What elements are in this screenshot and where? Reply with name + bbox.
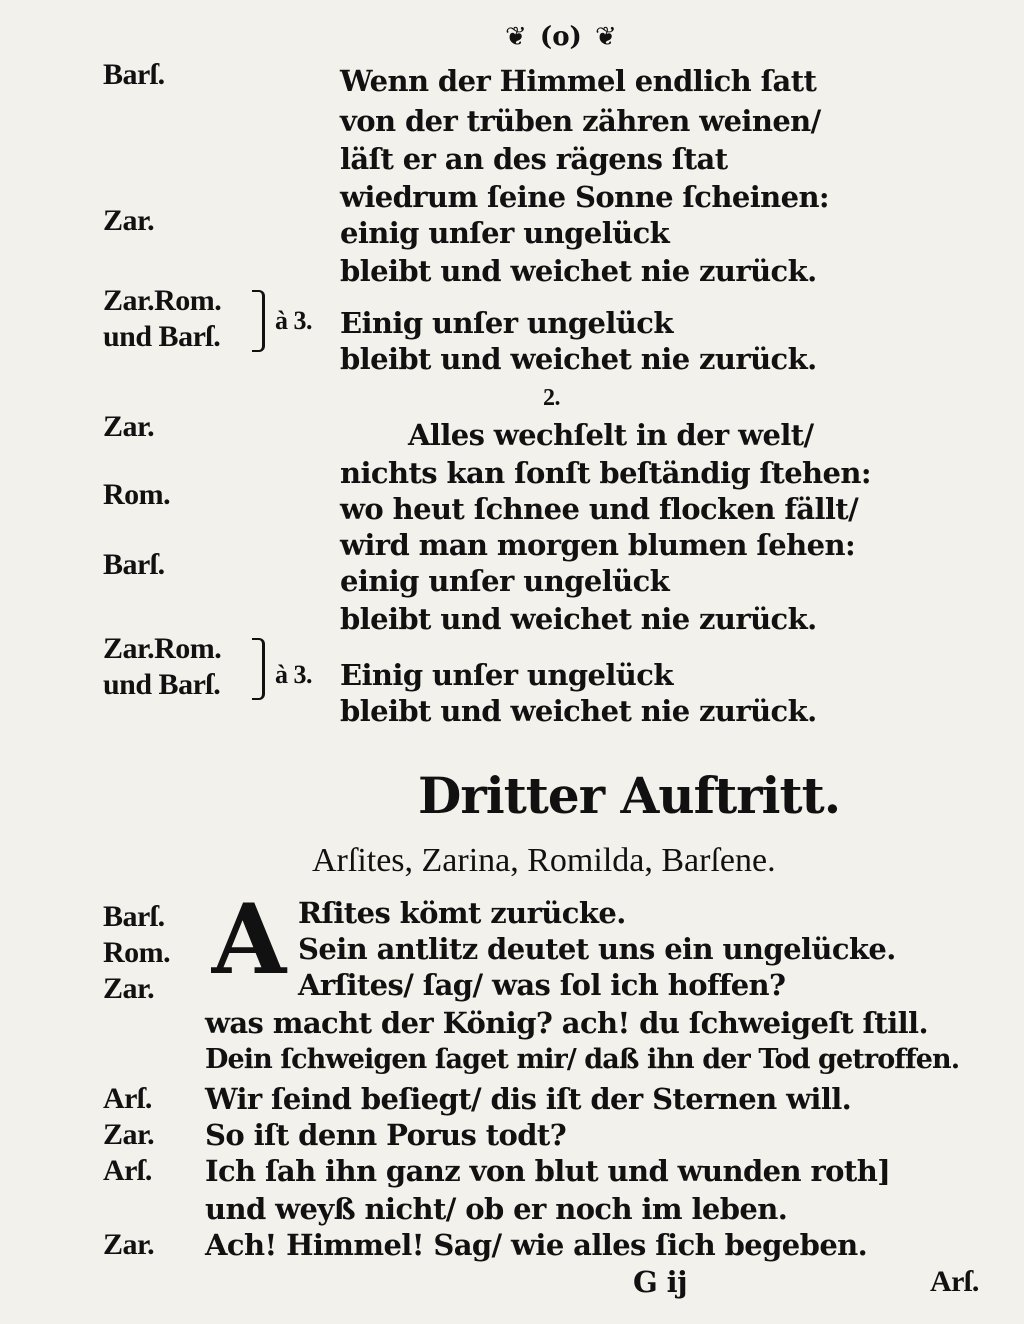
dialogue-line: So iſt denn Porus todt? [205, 1118, 567, 1152]
scene-title: Dritter Auftritt. [418, 766, 841, 825]
page-mark: (o) [539, 22, 582, 52]
verse-line: Wenn der Himmel endlich ſatt [340, 64, 817, 98]
speaker-label: Zar. [103, 1228, 155, 1261]
dialogue-line: Sein antlitz deutet uns ein ungelücke. [298, 932, 896, 966]
verse-line: Einig unſer ungelück [340, 306, 673, 340]
verse-line: einig unſer ungelück [340, 216, 670, 250]
speaker-label: Rom. [103, 478, 171, 511]
speaker-label: Zar.Rom. [103, 632, 222, 665]
trio-marker: à 3. [275, 306, 312, 335]
speaker-label: Zar. [103, 410, 155, 443]
verse-line: einig unſer ungelück [340, 564, 670, 598]
verse-number: 2. [543, 385, 560, 411]
speaker-label: Barſ. [103, 900, 165, 933]
speaker-label: Rom. [103, 936, 171, 969]
speaker-brace [252, 638, 265, 700]
verse-line: läſt er an des rägens ſtat [340, 142, 728, 176]
verse-line: wo heut ſchnee und flocken fällt/ [340, 492, 859, 526]
verse-line: von der trüben zähren weinen/ [340, 104, 821, 138]
dialogue-line: Ich ſah ihn ganz von blut und wunden roth] [205, 1154, 891, 1188]
dialogue-line: Ach! Himmel! Sag/ wie alles ſich begeben. [205, 1228, 868, 1262]
verse-line: Alles wechſelt in der welt/ [408, 418, 814, 452]
speaker-label: Barſ. [103, 548, 165, 581]
verse-line: nichts kan ſonſt beſtändig ſtehen: [340, 456, 871, 490]
verse-line: bleibt und weichet nie zurück. [340, 342, 817, 376]
verse-line: bleibt und weichet nie zurück. [340, 602, 817, 636]
dialogue-line: was macht der König? ach! du ſchweigeſt ſtill. [205, 1006, 928, 1040]
speaker-brace [252, 290, 265, 352]
verse-line: bleibt und weichet nie zurück. [340, 694, 817, 728]
catchword: Arſ. [930, 1265, 979, 1298]
dialogue-line: Dein ſchweigen ſaget mir/ daß ihn der Tod getroffen. [205, 1044, 960, 1075]
speaker-label: Zar.Rom. [103, 284, 222, 317]
verse-line: bleibt und weichet nie zurück. [340, 254, 817, 288]
verse-line: wiedrum ſeine Sonne ſcheinen: [340, 180, 830, 214]
speaker-label: Zar. [103, 204, 155, 237]
speaker-label: und Barſ. [103, 320, 221, 353]
ornament-left-icon: ❦ [505, 22, 527, 52]
signature-mark: G ij [633, 1265, 687, 1299]
speaker-label: Zar. [103, 1118, 155, 1151]
dialogue-line: Wir ſeind beſiegt/ dis iſt der Sternen will. [205, 1082, 852, 1116]
dialogue-line: Arſites/ ſag/ was ſol ich hoffen? [298, 968, 786, 1002]
verse-line: wird man morgen blumen ſehen: [340, 528, 856, 562]
page-header [505, 22, 617, 52]
speaker-label: und Barſ. [103, 668, 221, 701]
dialogue-line: Rſites kömt zurücke. [298, 896, 626, 930]
speaker-label: Arſ. [103, 1082, 152, 1115]
speaker-label: Zar. [103, 972, 155, 1005]
ornament-right-icon: ❦ [594, 22, 617, 52]
speaker-label: Arſ. [103, 1154, 152, 1187]
trio-marker: à 3. [275, 660, 312, 689]
scene-persons: Arſites, Zarina, Romilda, Barſene. [312, 842, 776, 879]
dialogue-line: und weyß nicht/ ob er noch im leben. [205, 1192, 788, 1226]
verse-line: Einig unſer ungelück [340, 658, 673, 692]
speaker-label: Barſ. [103, 58, 165, 91]
drop-cap: A [211, 883, 287, 996]
